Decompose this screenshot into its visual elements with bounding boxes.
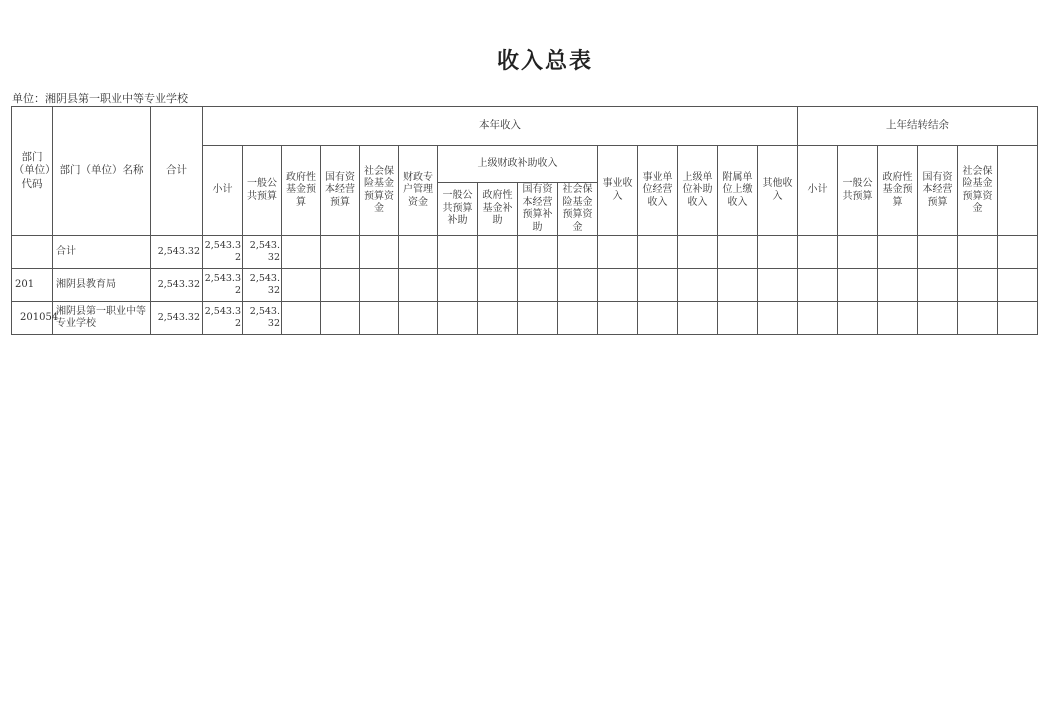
header-prev-social: 社会保险基金预算资金 <box>958 146 998 236</box>
table-row-school <box>12 302 1038 335</box>
cell-code: 201054 <box>12 302 53 335</box>
header-business-operating: 事业单位经营收入 <box>638 146 678 236</box>
cell-code: 201 <box>12 269 53 302</box>
cell-name: 合计 <box>53 236 151 269</box>
header-business-income: 事业收入 <box>598 146 638 236</box>
cell-name: 湘阴县教育局 <box>53 269 151 302</box>
header-sub-state-capital: 国有资本经营预算补助 <box>518 183 558 236</box>
cell-general: 2,543.32 <box>243 302 282 335</box>
header-dept-code: 部门（单位）代码 <box>12 107 53 236</box>
cell-code <box>12 236 53 269</box>
cell-total: 2,543.32 <box>151 269 203 302</box>
cell-total: 2,543.32 <box>151 236 203 269</box>
header-special-account: 财政专户管理资金 <box>399 146 438 236</box>
table-row-total <box>12 236 1038 269</box>
cell-subtotal: 2,543.32 <box>203 236 243 269</box>
header-current-year: 本年收入 <box>203 107 798 146</box>
table-row-bureau <box>12 269 1038 302</box>
header-prev-general: 一般公共预算 <box>838 146 878 236</box>
header-gov-fund: 政府性基金预算 <box>282 146 321 236</box>
header-state-capital: 国有资本经营预算 <box>321 146 360 236</box>
header-prev-year: 上年结转结余 <box>798 107 1038 146</box>
header-affiliate-remit: 附属单位上缴收入 <box>718 146 758 236</box>
header-prev-subtotal: 小计 <box>798 146 838 236</box>
header-social-insurance: 社会保险基金预算资金 <box>360 146 399 236</box>
header-general-budget: 一般公共预算 <box>243 146 282 236</box>
header-sub-general: 一般公共预算补助 <box>438 183 478 236</box>
cell-general: 2,543.32 <box>243 236 282 269</box>
cell-subtotal: 2,543.32 <box>203 302 243 335</box>
header-superior-unit-subsidy: 上级单位补助收入 <box>678 146 718 236</box>
header-sub-gov-fund: 政府性基金补助 <box>478 183 518 236</box>
header-prev-gov-fund: 政府性基金预算 <box>878 146 918 236</box>
page-title: 收入总表 <box>496 48 593 74</box>
cell-subtotal: 2,543.32 <box>203 269 243 302</box>
cell-general: 2,543.32 <box>243 269 282 302</box>
cell-name: 湘阴县第一职业中等专业学校 <box>53 302 151 335</box>
header-dept-name: 部门（单位）名称 <box>53 107 151 236</box>
header-other-income: 其他收入 <box>758 146 798 236</box>
header-total: 合计 <box>151 107 203 236</box>
header-superior-subsidy: 上级财政补助收入 <box>438 146 598 183</box>
header-prev-state-capital: 国有资本经营预算 <box>918 146 958 236</box>
header-sub-social: 社会保险基金预算资金 <box>558 183 598 236</box>
unit-line: 单位：湘阴县第一职业中等专业学校 <box>12 92 188 105</box>
header-prev-extra <box>998 146 1038 236</box>
income-summary-table <box>11 106 993 338</box>
header-subtotal: 小计 <box>203 146 243 236</box>
cell-total: 2,543.32 <box>151 302 203 335</box>
